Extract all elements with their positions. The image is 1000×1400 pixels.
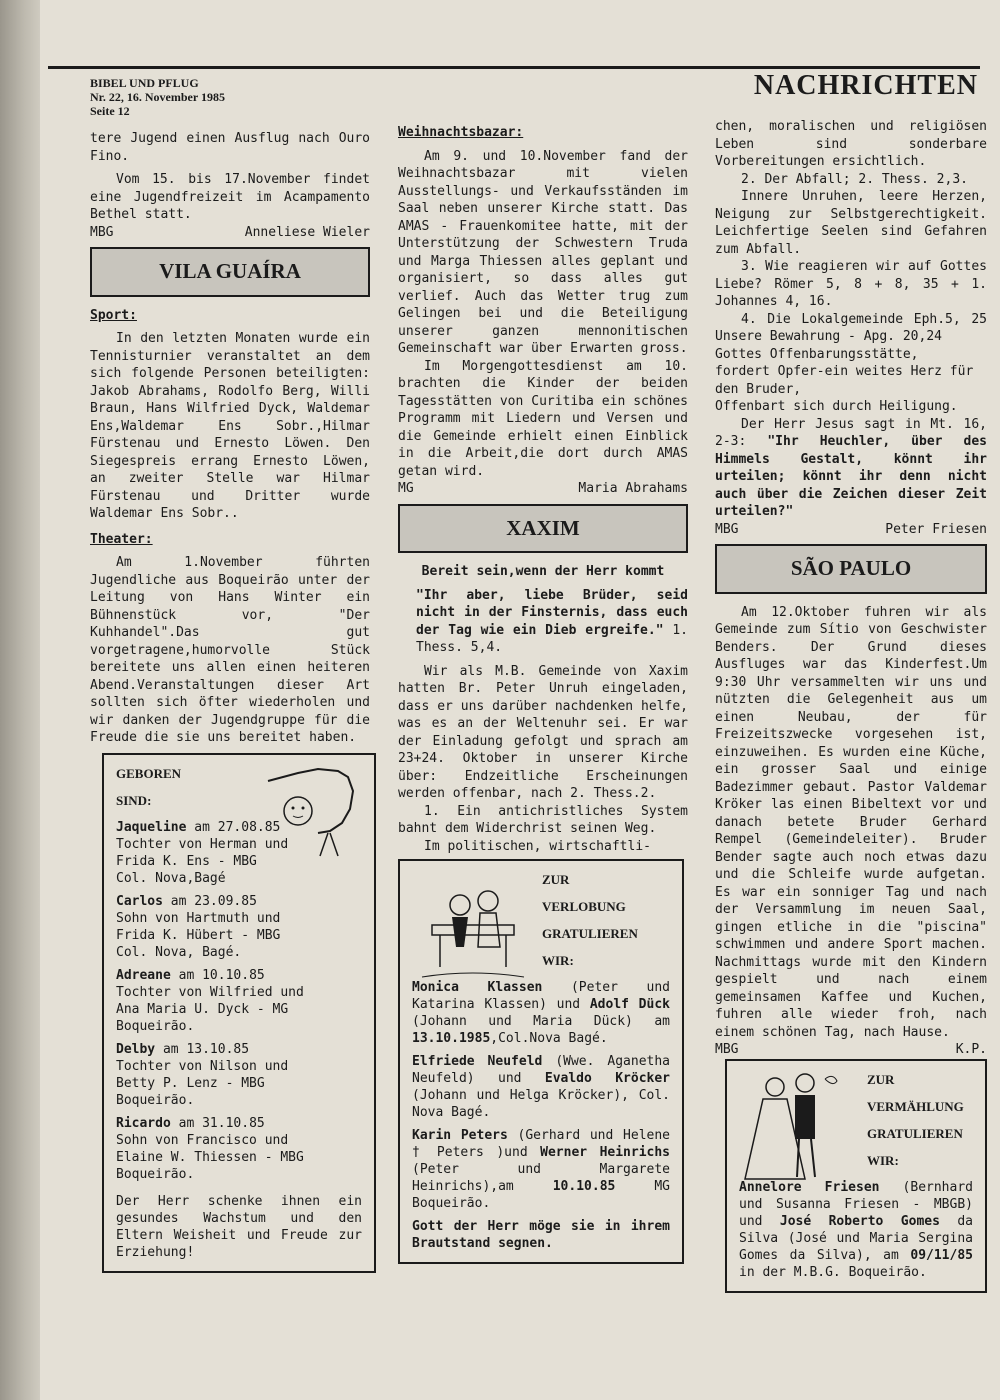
publication-name: BIBEL UND PFLUG (90, 76, 199, 90)
column-2 (398, 124, 688, 1264)
wedding-title: ZUR (867, 1071, 895, 1087)
col3-paragraph: fordert Opfer-ein weites Herz für den Bruder, (715, 364, 974, 397)
signature-org: MBG (90, 224, 114, 240)
birth-line: Betty P. Lenz - MBG (116, 1075, 265, 1091)
couple-bench-illustration (412, 877, 532, 987)
engagement-title: WIR: (542, 953, 574, 968)
birth-name: Carlos (116, 893, 163, 909)
stork-illustration (258, 761, 368, 861)
theater-heading: Theater: (90, 531, 153, 547)
col3-paragraph: chen, moralischen und religiösen Leben sind sonderbare Vorbereitungen ersichtlich. (715, 119, 987, 169)
col3-quote: "Ihr Heuchler, über des Himmels Gestalt, könnt ihr urteilen; könnt ihr denn nicht auch über die Zeichen dieser Zeit urteilen?" (715, 434, 988, 519)
column-1 (90, 130, 370, 1273)
wedding-couple-illustration (735, 1069, 845, 1189)
header-rule (48, 66, 980, 69)
column-3 (715, 118, 987, 1293)
wedding-title: WIR: (867, 1152, 899, 1168)
birth-line: Sohn von Francisco und (116, 1132, 289, 1148)
birth-line: Sohn von Hartmuth und (116, 910, 281, 926)
birth-entry (116, 1041, 362, 1109)
birth-line: Tochter von Nilson und (116, 1058, 289, 1074)
birth-line: Boqueirão. (116, 1092, 195, 1108)
births-title: SIND: (116, 792, 152, 808)
birth-line: Elaine W. Thiessen - MBG (116, 1149, 304, 1165)
signature-org: MBG (715, 1042, 739, 1057)
birth-date: am 27.08.85 (194, 819, 281, 835)
sport-heading: Sport: (90, 307, 137, 323)
birth-name: Ricardo (116, 1115, 171, 1131)
xaxim-text: Wir als M.B. Gemeinde von Xaxim hatten Br. Peter Unruh eingeladen, dass er uns darüber nachdenken helfe, was es an der Weltenuhr sei. Er war der Einladung gefolgt und sprach am 23+24. Oktober in unserer Kirche über: Endzeitliche Erscheinungen werden offenbar, nach 2. Thess.2. (398, 663, 688, 801)
signature (715, 521, 987, 539)
birth-date: am 23.09.85 (170, 893, 257, 909)
bazar-text: Am 9. und 10.November fand der Weihnachtsbazar mit vielen Ausstellungs- und Verkaufsständen im Saal neben unserer Kirche statt. Das AMAS - Frauenkomitee hatte, mit der Unterstützung der Schwestern Truda und Marga Thiessen alles geplant und organisiert, so dass alles gut verlief. Auch das Wetter trug zum Gelingen bei und die Beteiligung unserer ganzen mennonitischen Gemeinschaft war über Erwarten gross. (398, 148, 688, 356)
col1-paragraph: tere Jugend einen Ausflug nach Ouro Fino. (90, 131, 370, 164)
wedding-entry: Annelore Friesen (Bernhard und Susanna Friesen - MBGB) und José Roberto Gomes da Silva (José und Maria Sergina Gomes da Silva), am 09/11/85 in der M.B.G. Boqueirão. (739, 1179, 974, 1280)
birth-line: Col. Nova,Bagé (116, 870, 226, 886)
col3-paragraph: 4. Die Lokalgemeinde Eph.5, 25 Unsere Bewahrung - Apg. 20,24 (715, 311, 987, 344)
signature-author: Peter Friesen (885, 521, 987, 537)
birth-line: Ana Maria U. Dyck - MG (116, 1001, 289, 1017)
engagement-title: VERLOBUNG (542, 899, 626, 914)
engagement-closing: Gott der Herr möge sie in ihrem Brautstand segnen. (412, 1219, 670, 1251)
page-number: Seite 12 (90, 104, 130, 118)
signature (90, 224, 370, 242)
birth-entry (116, 893, 362, 961)
section-banner-xaxim: XAXIM (398, 504, 688, 554)
wedding-title: GRATULIEREN (867, 1125, 963, 1141)
birth-entry (116, 967, 362, 1035)
col3-paragraph: 2. Der Abfall; 2. Thess. 2,3. (741, 171, 968, 187)
section-title: NACHRICHTEN (753, 70, 978, 101)
signature (398, 480, 688, 498)
engagement-entry: Elfriede Neufeld (Wwe. Aganetha Neufeld) und Evaldo Kröcker (Johann und Helga Kröcker), Col. Nova Bagé. (412, 1054, 671, 1120)
birth-date: am 10.10.85 (178, 967, 265, 983)
xaxim-quote-ref: 1. Thess. 5,4. (416, 622, 688, 655)
section-banner-sao-paulo: SÃO PAULO (715, 544, 987, 594)
engagement-entry: Karin Peters (Gerhard und Helene † Peters )und Werner Heinrichs (Peter und Margarete Heinrichs),am 10.10.85 MG Boqueirão. (412, 1128, 671, 1211)
birth-line: Tochter von Herman und (116, 836, 289, 852)
birth-line: Tochter von Wilfried und (116, 984, 304, 1000)
engagement-title: ZUR (542, 872, 570, 887)
birth-name: Adreane (116, 967, 171, 983)
xaxim-quote: "Ihr aber, liebe Brüder, seid nicht in der Finsternis, dass euch der Tag wie ein Dieb ergreife." (416, 587, 688, 638)
births-title: GEBOREN (116, 765, 182, 781)
signature-author: Anneliese Wieler (244, 224, 370, 240)
birth-entry (116, 1115, 362, 1183)
birth-name: Jaqueline (116, 819, 187, 835)
birth-date: am 13.10.85 (162, 1041, 250, 1057)
birth-line: Boqueirão. (116, 1018, 195, 1034)
birth-line: Col. Nova, Bagé. (116, 944, 242, 960)
wedding-box (725, 1059, 987, 1293)
book-spine (0, 0, 40, 1400)
births-box (102, 753, 376, 1273)
birth-line: Frida K. Ens - MBG (116, 853, 257, 869)
issue-info: Nr. 22, 16. November 1985 (90, 90, 225, 104)
signature (715, 1041, 987, 1059)
col1-paragraph: Vom 15. bis 17.November findet eine Jugendfreizeit im Acampamento Bethel statt. (90, 172, 370, 222)
engagement-box (398, 859, 684, 1264)
signature-author: Maria Abrahams (578, 481, 688, 496)
theater-text: Am 1.November führten Jugendliche aus Boqueirão unter der Leitung von Hans Winter ein Bühnenstück vor, "Der Kuhhandel".Das gut vorgetragene,humorvolle Stück bereitete uns allen einen heiteren Abend.Veranstaltungen dieser Art sollten sich öfter wiederholen und wir danken der Jugendgruppe für die Freude die sie uns bereitet haben. (90, 555, 370, 745)
bazar-text: Im Morgengottesdienst am 10. brachten die Kinder der beiden Tagesstätten von Curitiba ein schönes Programm mit Liedern und Versen und die Gemeinde erhielt einen Einblick in die Arbeit,die dort durch AMAS getan wird. (398, 358, 688, 479)
section-banner-vila-guaira: VILA GUAÍRA (90, 247, 370, 297)
xaxim-text: 1. Ein antichristliches System bahnt dem Widerchrist seinen Weg. (398, 803, 688, 836)
xaxim-subtitle: Bereit sein,wenn der Herr kommt (421, 564, 665, 579)
masthead (90, 76, 290, 118)
col3-paragraph: Innere Unruhen, leere Herzen, Neigung zur Selbstgerechtigkeit. Leichfertige Seelen sind Gefahren zum Abfall. (715, 189, 987, 257)
births-blessing: Der Herr schenke ihnen ein gesundes Wachstum und den Eltern Weisheit und Freude zur Erziehung! (116, 1193, 362, 1260)
birth-line: Boqueirão. (116, 1166, 195, 1182)
wedding-title: VERMÄHLUNG (867, 1098, 964, 1114)
birth-date: am 31.10.85 (178, 1115, 265, 1131)
bazar-heading: Weihnachtsbazar: (398, 125, 524, 140)
engagement-entry: Monica Klassen (Peter und Katarina Klassen) und Adolf Dück (Johann und Maria Dück) am 13.10.1985,Col.Nova Bagé. (412, 980, 671, 1046)
col3-paragraph: Offenbart sich durch Heiligung. (715, 399, 958, 414)
col3-paragraph: Der Herr Jesus sagt in Mt. 16, 2-3: (715, 416, 987, 449)
signature-author: K.P. (955, 1042, 987, 1057)
sao-paulo-text: Am 12.Oktober fuhren wir als Gemeinde zum Sítio von Geschwister Benders. Der Grund dieses Ausfluges war das Kinderfest.Um 9:30 Uhr versammelten wir uns und nützten die Gelegenheit aus um einen Neubau, der für Freizeitszwecke vorgesehen ist, einzuweihen. Es wurden eine Küche, ein grosser Saal und einige Badezimmer gebaut. Pastor Valdemar Kröker las einen Bibeltext vor und danach betete Bruder Gerhard Rempel (Gemeindeleiter). Bruder Bender sagte auch noch etwas dazu und die Schleife wurde aufgetan. Es war ein sonniger Tag und nach der Versammlung im neuen Saal, gingen etliche in die "piscina" schwimmen und andere Sport machen. Nachmittags wurde mit den Kindern gespielt und nach einem gemeinsamen Kaffee und Kuchen, fuhren alle wieder froh, nach einem schönen Tag, nach Hause. (715, 604, 987, 1040)
xaxim-text: Im politischen, wirtschaftli- (424, 838, 651, 854)
engagement-title: GRATULIEREN (542, 926, 638, 941)
sport-text: In den letzten Monaten wurde ein Tennisturnier veranstaltet an dem sich folgende Personen beteiligten: Jakob Abrahams, Rodolfo Berg, Willi Braun, Hans Wilfried Dyck, Waldemar Ens,Waldemar Ens Sobr.,Hilmar Fürstenau und Ernesto Löwen. Den Siegespreis errang Ernesto Löwen, an zweiter Stelle war Hilmar Fürstenau und Dritter wurde Waldemar Ens Sobr.. (90, 331, 370, 521)
signature-org: MBG (715, 521, 739, 537)
signature-org: MG (398, 481, 414, 496)
col3-paragraph: 3. Wie reagieren wir auf Gottes Liebe? Römer 5, 8 + 8, 35 + 1. Johannes 4, 16. (715, 259, 987, 309)
col3-paragraph: Gottes Offenbarungsstätte, (715, 346, 919, 362)
birth-line: Frida K. Hübert - MBG (116, 927, 281, 943)
birth-name: Delby (116, 1041, 156, 1057)
